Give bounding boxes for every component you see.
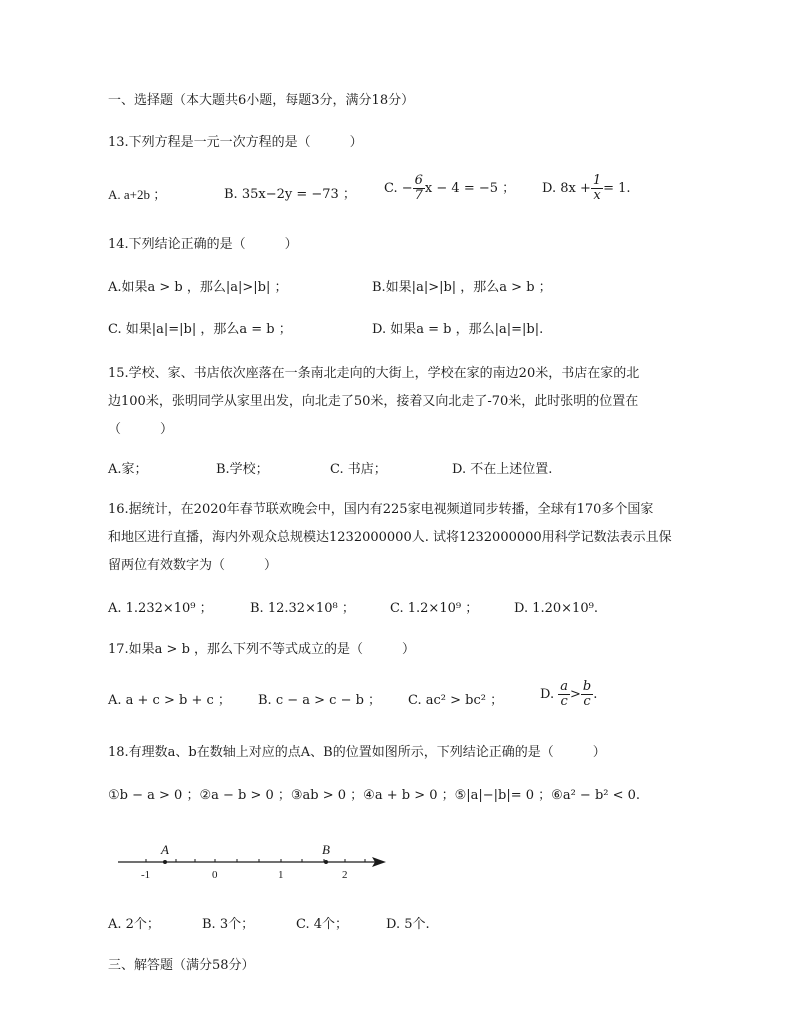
question-16-option-b: B. 12.32×10⁸ ； bbox=[250, 601, 355, 616]
option-d-prefix: D. 8x + bbox=[542, 181, 591, 196]
question-17-stem: 17.如果a > b ，那么下列不等式成立的是（ ） bbox=[108, 642, 416, 657]
question-17-option-b: B. c − a > c − b ； bbox=[258, 693, 382, 708]
fraction bbox=[591, 174, 603, 203]
question-14-option-d: D. 如果a = b ，那么|a|=|b|. bbox=[372, 322, 544, 337]
point-b-dot bbox=[324, 860, 328, 864]
question-16-option-d: D. 1.20×10⁹. bbox=[514, 601, 598, 616]
question-14-option-b: B.如果|a|>|b| ，那么a > b ； bbox=[372, 280, 552, 295]
question-17-option-c: C. ac² > bc² ； bbox=[408, 693, 504, 708]
question-13-option-c bbox=[384, 174, 515, 204]
question-18-option-d: D. 5个. bbox=[386, 917, 430, 932]
question-15-option-d: D. 不在上述位置. bbox=[452, 462, 553, 477]
fraction-numerator: 1 bbox=[592, 173, 602, 188]
fraction-numerator: a bbox=[560, 679, 568, 694]
fraction bbox=[413, 174, 425, 203]
fraction-numerator: 6 bbox=[414, 173, 423, 188]
question-15-option-a: A.家； bbox=[108, 462, 148, 477]
point-a-dot bbox=[163, 860, 167, 864]
question-16-line-1: 16.据统计，在2020年春节联欢晚会中，国内有225家电视频道同步转播，全球有170多个国家 bbox=[108, 502, 654, 517]
number-line-figure bbox=[110, 838, 400, 884]
question-14-option-c: C. 如果|a|=|b| ，那么a = b ； bbox=[108, 322, 292, 337]
question-17-option-d bbox=[540, 680, 597, 710]
section1-title: 一、选择题（本大题共6小题，每题3分，满分18分） bbox=[108, 93, 415, 108]
question-13-option-a: A. a+2b ； bbox=[108, 187, 167, 202]
question-14-option-a: A.如果a > b ，那么|a|>|b| ； bbox=[108, 280, 288, 295]
question-18-conditions: ①b − a > 0 ；②a − b > 0 ；③ab > 0 ；④a + b > 0 ；⑤|a|−|b|= 0 ；⑥a² − b² < 0. bbox=[108, 788, 641, 803]
question-14-stem: 14.下列结论正确的是（ ） bbox=[108, 237, 298, 252]
fraction-numerator: b bbox=[582, 679, 592, 694]
question-15-line-3: （ ） bbox=[108, 422, 174, 437]
option-d-prefix: D. bbox=[540, 687, 555, 702]
tick-label: -1 bbox=[141, 869, 151, 881]
question-13-option-d bbox=[542, 174, 631, 204]
question-13-option-b: B. 35x−2y = −73 ； bbox=[224, 187, 356, 202]
tick-label: 1 bbox=[278, 869, 284, 881]
question-15-line-2: 边100米，张明同学从家里出发，向北走了50米，接着又向北走了-70米，此时张明的位置在 bbox=[108, 394, 639, 409]
question-18-option-b: B. 3个； bbox=[202, 917, 255, 932]
tick-label: 0 bbox=[212, 869, 218, 881]
question-16-line-3: 留两位有效数字为（ ） bbox=[108, 558, 278, 573]
fraction bbox=[558, 680, 570, 709]
greater-than-sign: > bbox=[570, 687, 581, 702]
question-16-option-c: C. 1.2×10⁹ ； bbox=[390, 601, 479, 616]
point-a-label: A bbox=[161, 842, 169, 857]
fraction-denominator: c bbox=[583, 694, 591, 709]
question-18-option-a: A. 2个； bbox=[108, 917, 160, 932]
point-b-label: B bbox=[322, 842, 330, 857]
question-18-option-c: C. 4个； bbox=[296, 917, 349, 932]
question-15-option-c: C. 书店； bbox=[330, 462, 387, 477]
question-17-option-a: A. a + c > b + c ； bbox=[108, 693, 231, 708]
question-15-option-b: B.学校； bbox=[216, 462, 269, 477]
fraction-denominator: 7 bbox=[414, 188, 423, 203]
option-d-suffix: = 1. bbox=[603, 181, 631, 196]
fraction-denominator: x bbox=[593, 188, 601, 203]
option-c-suffix: x − 4 = −5 ； bbox=[424, 181, 516, 196]
fraction-denominator: c bbox=[560, 694, 568, 709]
question-16-line-2: 和地区进行直播，海内外观众总规模达1232000000人. 试将1232000000用科学记数法表示且保 bbox=[108, 530, 672, 545]
option-d-suffix: . bbox=[593, 687, 598, 702]
question-16-option-a: A. 1.232×10⁹ ； bbox=[108, 601, 213, 616]
section3-title: 三、解答题（满分58分） bbox=[108, 958, 255, 973]
question-13-stem: 13.下列方程是一元一次方程的是（ ） bbox=[108, 135, 363, 150]
question-15-line-1: 15.学校、家、书店依次座落在一条南北走向的大街上，学校在家的南边20米，书店在家的北 bbox=[108, 366, 640, 381]
option-c-prefix: C. − bbox=[384, 181, 413, 196]
tick-label: 2 bbox=[342, 869, 348, 881]
question-18-stem: 18.有理数a、b在数轴上对应的点A、B的位置如图所示，下列结论正确的是（ ） bbox=[108, 745, 606, 760]
fraction bbox=[581, 680, 593, 709]
